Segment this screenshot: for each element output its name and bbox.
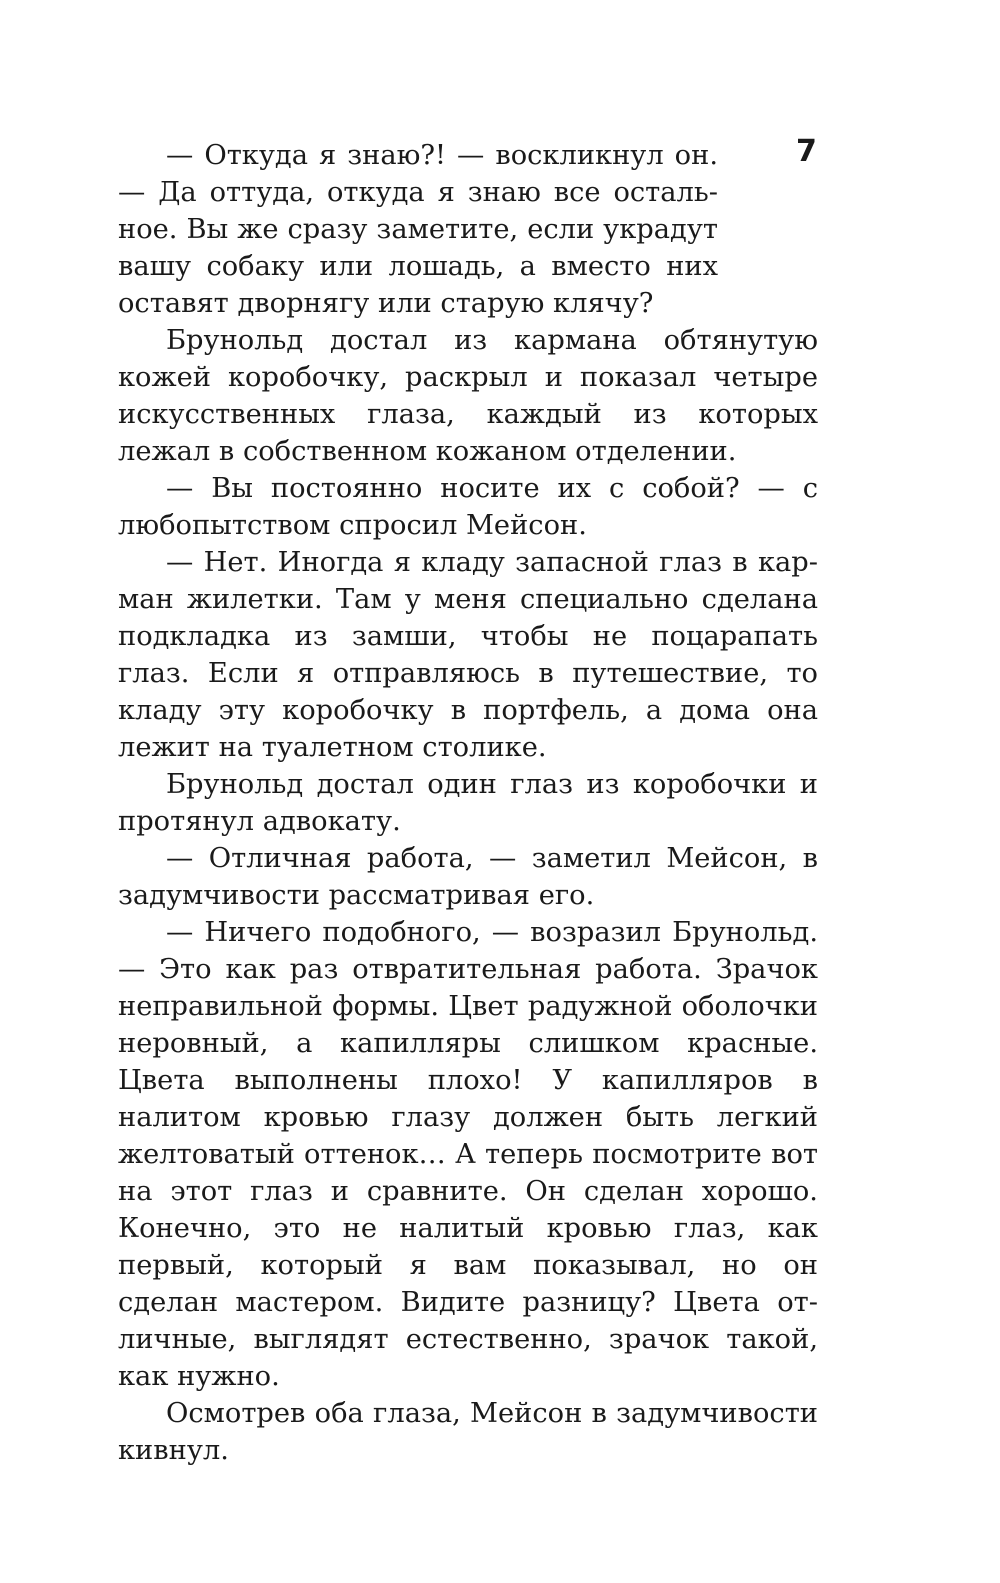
page-number: 7: [796, 134, 817, 169]
paragraph-5: Брунольд достал один глаз из коробочки и протянул адвокату.: [118, 769, 818, 837]
paragraph-4: — Нет. Иногда я кладу запасной глаз в карман жилетки. Там у меня специально сделана подкладка из замши, чтобы не поцарапать глаз. Если я отправляюсь в путешествие, то кладу эту коробочку в портфель, а дома она лежит на туалетном столике.: [118, 547, 818, 763]
paragraph-1: — Откуда я знаю?! — воскликнул он. — Да оттуда, откуда я знаю все остальное. Вы же сразу заметите, если украдут вашу собаку или лошадь, а вместо них оставят дворнягу или старую клячу?: [118, 140, 718, 319]
paragraph-2: Брунольд достал из кармана обтянутую кожей коробочку, раскрыл и показал четыре искусственных глаза, каждый из которых лежал в собственном кожаном отделении.: [118, 325, 818, 467]
paragraph-7: — Ничего подобного, — возразил Брунольд. — Это как раз отвратительная работа. Зрачок неправильной формы. Цвет радужной оболочки неровный, а капилляры слишком красные. Цвета выполнены плохо! У капилляров в налитом кровью глазу должен быть легкий желтоватый оттенок… А теперь посмотрите вот на этот глаз и сравните. Он сделан хорошо. Конечно, это не налитый кровью глаз, как первый, который я вам показывал, но он сделан мастером. Видите разницу? Цвета отличные, выглядят естественно, зрачок такой, как нужно.: [118, 917, 818, 1392]
paragraph-8: Осмотрев оба глаза, Мейсон в задумчивости кивнул.: [118, 1398, 818, 1466]
paragraph-6: — Отличная работа, — заметил Мейсон, в задумчивости рассматривая его.: [118, 843, 818, 911]
body-text: [118, 137, 818, 1469]
paragraph-3: — Вы постоянно носите их с собой? — с любопытством спросил Мейсон.: [118, 473, 818, 541]
